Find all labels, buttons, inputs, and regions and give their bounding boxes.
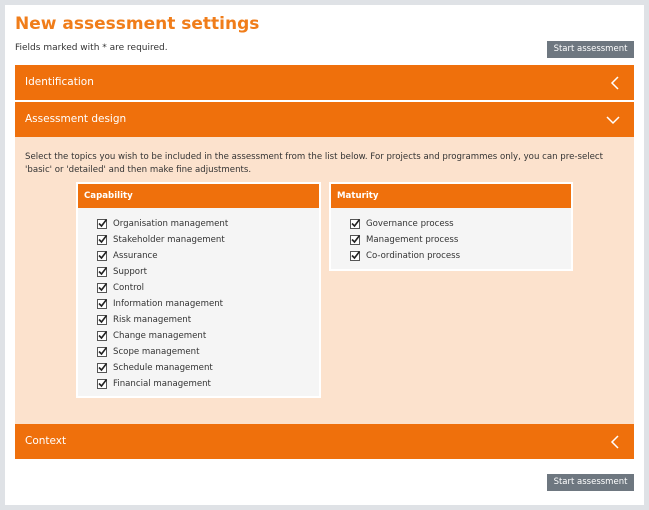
- checkbox-label: Financial management: [113, 379, 211, 389]
- capability-box: [78, 184, 319, 396]
- checkbox-label: Control: [113, 283, 145, 293]
- checkbox[interactable]: [350, 235, 360, 245]
- page-title: New assessment settings: [15, 14, 260, 34]
- checkbox-label: Governance process: [366, 219, 454, 229]
- checkmark-icon: [97, 218, 108, 229]
- checkbox[interactable]: [97, 347, 107, 357]
- section-label-assessment-design: Assessment design: [25, 113, 127, 125]
- checkbox-item: [97, 248, 319, 264]
- checkbox-label: Stakeholder management: [113, 235, 225, 245]
- checkbox[interactable]: [97, 219, 107, 229]
- checkbox[interactable]: [97, 267, 107, 277]
- checkbox-label: Scope management: [113, 347, 200, 357]
- checkmark-icon: [350, 250, 361, 261]
- checkbox[interactable]: [97, 379, 107, 389]
- checkbox-item: [97, 376, 319, 392]
- checkbox-item: [97, 216, 319, 232]
- checkbox[interactable]: [97, 251, 107, 261]
- capability-list: [78, 208, 319, 392]
- checkbox-item: [97, 328, 319, 344]
- checkbox-item: [97, 296, 319, 312]
- checkmark-icon: [97, 330, 108, 341]
- maturity-box: [331, 184, 571, 269]
- checkbox-item: [97, 344, 319, 360]
- checkmark-icon: [97, 378, 108, 389]
- checkbox[interactable]: [97, 283, 107, 293]
- checkbox-item: [97, 232, 319, 248]
- checkmark-icon: [97, 362, 108, 373]
- checkbox[interactable]: [97, 331, 107, 341]
- section-header-identification[interactable]: [15, 65, 634, 100]
- checkbox-label: Co-ordination process: [366, 251, 461, 261]
- chevron-down-icon: [606, 102, 620, 137]
- checkmark-icon: [97, 346, 108, 357]
- checkbox[interactable]: [97, 299, 107, 309]
- checkmark-icon: [97, 266, 108, 277]
- checkbox[interactable]: [350, 219, 360, 229]
- checkbox-label: Support: [113, 267, 147, 277]
- maturity-list: [331, 208, 571, 264]
- assessment-design-body: [15, 137, 634, 424]
- checkbox-label: Information management: [113, 299, 224, 309]
- checkbox-label: Assurance: [113, 251, 158, 261]
- checkbox-label: Management process: [366, 235, 459, 245]
- checkbox-item: [97, 360, 319, 376]
- checkbox-item: [97, 264, 319, 280]
- capability-title: Capability: [78, 184, 319, 208]
- checkmark-icon: [97, 282, 108, 293]
- section-label-identification: Identification: [25, 76, 94, 88]
- maturity-title: Maturity: [331, 184, 571, 208]
- checkmark-icon: [350, 218, 361, 229]
- start-assessment-button-top[interactable]: Start assessment: [547, 41, 634, 58]
- required-note: Fields marked with * are required.: [15, 43, 168, 53]
- chevron-left-icon: [610, 65, 620, 100]
- checkbox-item: [97, 312, 319, 328]
- checkbox[interactable]: [350, 251, 360, 261]
- settings-panel: [5, 5, 644, 505]
- checkbox[interactable]: [97, 363, 107, 373]
- checkmark-icon: [350, 234, 361, 245]
- checkbox-item: [97, 280, 319, 296]
- checkmark-icon: [97, 314, 108, 325]
- chevron-left-icon: [610, 424, 620, 459]
- checkbox-label: Change management: [113, 331, 207, 341]
- checkbox-label: Organisation management: [113, 219, 229, 229]
- checkbox[interactable]: [97, 235, 107, 245]
- checkbox-label: Schedule management: [113, 363, 213, 373]
- section-header-assessment-design[interactable]: [15, 102, 634, 137]
- checkbox-item: [350, 216, 571, 232]
- checkbox-item: [350, 248, 571, 264]
- section-header-context[interactable]: [15, 424, 634, 459]
- section-label-context: Context: [25, 435, 67, 447]
- start-assessment-button-bottom[interactable]: Start assessment: [547, 474, 634, 491]
- checkmark-icon: [97, 234, 108, 245]
- checkmark-icon: [97, 250, 108, 261]
- assessment-design-intro: Select the topics you wish to be included in the assessment from the list below. For projects and programmes only, you can pre-select 'basic' or 'detailed' and then make fine adjustments.: [25, 152, 604, 175]
- checkmark-icon: [97, 298, 108, 309]
- checkbox[interactable]: [97, 315, 107, 325]
- checkbox-label: Risk management: [113, 315, 192, 325]
- checkbox-item: [350, 232, 571, 248]
